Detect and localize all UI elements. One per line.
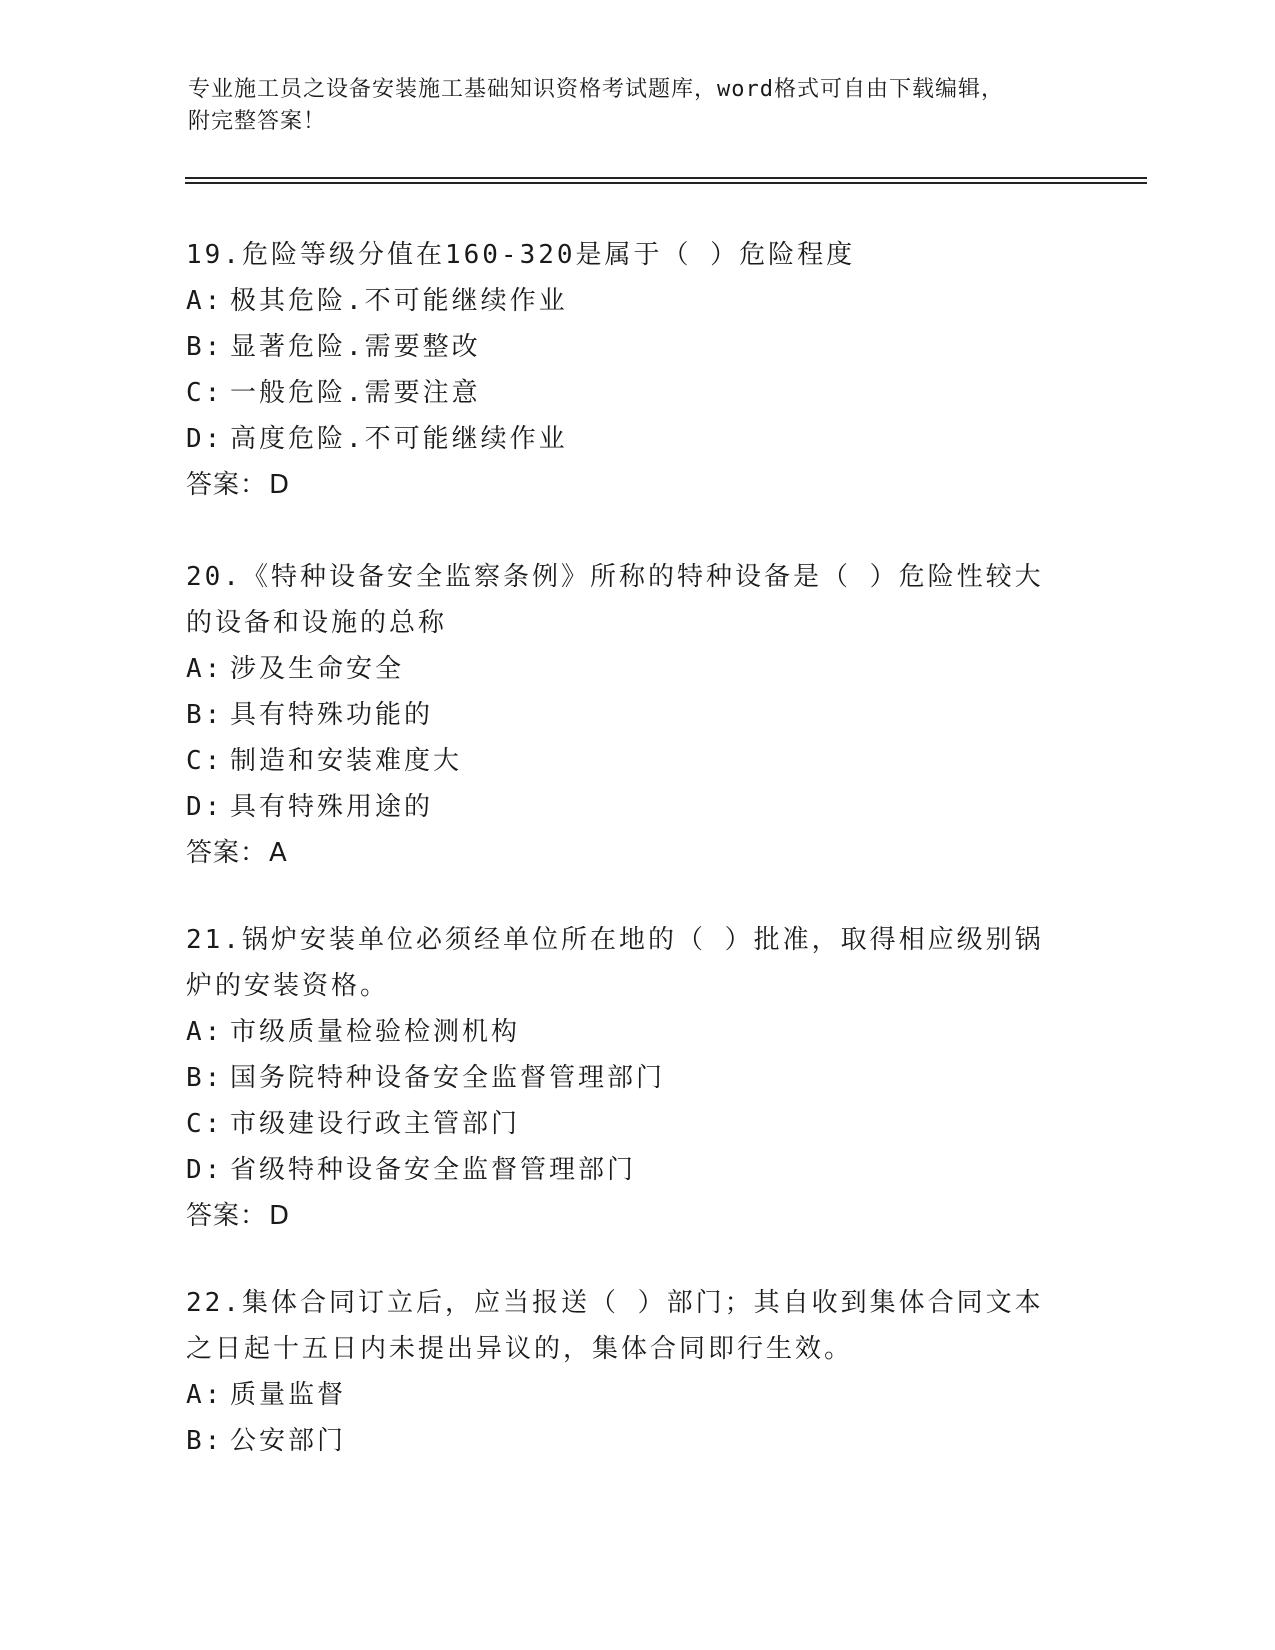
option-key: B: <box>186 1063 224 1093</box>
question-21 <box>186 917 1066 1239</box>
option-b <box>186 1418 1066 1464</box>
question-text: 21.锅炉安装单位必须经单位所在地的（ ）批准，取得相应级别锅炉的安装资格。 <box>186 925 1044 1001</box>
option-label: 极其危险.不可能继续作业 <box>230 286 568 316</box>
option-d <box>186 784 1066 830</box>
option-key: C: <box>186 1109 224 1139</box>
answer-label: 答案： <box>186 470 268 500</box>
answer-line <box>186 462 1066 508</box>
question-text: 22.集体合同订立后，应当报送（ ）部门；其自收到集体合同文本之日起十五日内未提出异议的，集体合同即行生效。 <box>186 1288 1044 1364</box>
option-key: B: <box>186 700 224 730</box>
option-label: 高度危险.不可能继续作业 <box>230 424 568 454</box>
option-label: 公安部门 <box>230 1426 347 1456</box>
option-label: 显著危险.需要整改 <box>230 332 481 362</box>
option-label: 具有特殊用途的 <box>230 792 434 822</box>
option-d <box>186 1147 1066 1193</box>
option-a <box>186 278 1066 324</box>
option-label: 市级质量检验检测机构 <box>230 1017 521 1047</box>
header-divider-bottom <box>185 182 1147 184</box>
option-key: C: <box>186 746 224 776</box>
answer-label: 答案： <box>186 1201 268 1231</box>
option-key: A: <box>186 1380 224 1410</box>
answer-value: D <box>269 1201 291 1231</box>
option-d <box>186 416 1066 462</box>
option-a <box>186 1009 1066 1055</box>
question-19 <box>186 232 1066 508</box>
answer-value: D <box>269 470 291 500</box>
option-c <box>186 370 1066 416</box>
question-20 <box>186 554 1066 876</box>
question-text: 19.危险等级分值在160-320是属于（ ）危险程度 <box>186 240 856 270</box>
option-label: 具有特殊功能的 <box>230 700 434 730</box>
answer-value: A <box>269 838 288 868</box>
option-key: A: <box>186 654 224 684</box>
option-key: B: <box>186 332 224 362</box>
answer-line <box>186 1193 1066 1239</box>
option-label: 制造和安装难度大 <box>230 746 463 776</box>
option-label: 涉及生命安全 <box>230 654 405 684</box>
option-key: C: <box>186 378 224 408</box>
option-c <box>186 1101 1066 1147</box>
option-a <box>186 1372 1066 1418</box>
option-b <box>186 692 1066 738</box>
option-label: 省级特种设备安全监督管理部门 <box>230 1155 637 1185</box>
answer-line <box>186 830 1066 876</box>
option-key: D: <box>186 792 224 822</box>
option-key: D: <box>186 424 224 454</box>
option-key: B: <box>186 1426 224 1456</box>
header-line-1: 专业施工员之设备安装施工基础知识资格考试题库，word格式可自由下载编辑， <box>188 77 1004 102</box>
option-a <box>186 646 1066 692</box>
header-line-2: 附完整答案！ <box>188 109 327 134</box>
option-label: 一般危险.需要注意 <box>230 378 481 408</box>
question-22 <box>186 1280 1066 1464</box>
option-c <box>186 738 1066 784</box>
question-text: 20.《特种设备安全监察条例》所称的特种设备是（ ）危险性较大的设备和设施的总称 <box>186 562 1044 638</box>
document-header <box>188 74 1088 138</box>
option-label: 质量监督 <box>230 1380 347 1410</box>
option-key: A: <box>186 286 224 316</box>
answer-label: 答案： <box>186 838 268 868</box>
header-divider-top <box>185 177 1147 179</box>
option-label: 市级建设行政主管部门 <box>230 1109 521 1139</box>
option-key: A: <box>186 1017 224 1047</box>
option-b <box>186 324 1066 370</box>
option-key: D: <box>186 1155 224 1185</box>
option-b <box>186 1055 1066 1101</box>
option-label: 国务院特种设备安全监督管理部门 <box>230 1063 666 1093</box>
